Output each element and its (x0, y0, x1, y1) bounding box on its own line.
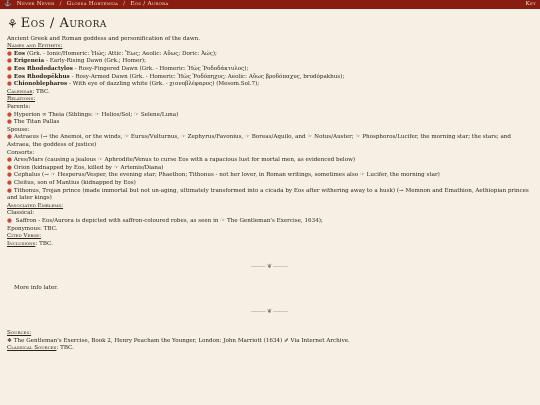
section-divider-ornament: ⸻❦⸻ (251, 308, 289, 316)
bullet-icon: ● (7, 134, 12, 141)
bullet-icon: ● (7, 66, 12, 73)
parents-list (7, 112, 533, 127)
section-divider-ornament: ⸻❦⸻ (251, 263, 289, 271)
spouse-list (7, 134, 533, 149)
names-item (7, 58, 533, 66)
epithet-name: Eos Rhodopēkhus (13, 73, 72, 80)
saffron-text: Saffron - Eos/Aurora is depicted with saffron-coloured robes, as seen in ☞ The Gentleman's Exercise, 1634); (15, 217, 323, 224)
consorts-item (7, 180, 533, 188)
bullet-icon: ● (7, 111, 12, 118)
glyph-icon: ⚘ (7, 16, 18, 31)
more-info-text: More info later. (14, 285, 58, 292)
parents-item (7, 112, 533, 120)
breadcrumb-item-never-never[interactable]: Never Never (16, 1, 55, 8)
list-item-text: - Early-Rising Dawn (Grk.; Homer); (46, 58, 146, 65)
breadcrumb-separator: / (123, 1, 126, 8)
bullet-icon: ● (7, 179, 12, 186)
eponymous-value: TBC. (43, 225, 58, 232)
spouse-item (7, 134, 533, 149)
breadcrumb (4, 0, 168, 9)
spouse-label: Spouse: (7, 126, 30, 133)
bullet-icon: ● (7, 58, 12, 65)
list-item-text: - Rosy-Armed Dawn (Grk. - Homeric: Ἠὼς Ῥοδόπηχυς; Aeolic: Αὔως βροδόπαχυς, brodópakhus); (71, 73, 345, 80)
consorts-list (7, 157, 533, 203)
calendar-label: Calendar (7, 88, 33, 95)
epithet-name: Chionoblepharos (13, 81, 70, 88)
bullet-icon: ● (7, 157, 12, 164)
top-nav-bar (0, 0, 540, 9)
source-item[interactable]: The Gentleman's Exercise, Book 2, Henry Peacham the Younger, London: John Marriott (1634) ⇗ Via Internet Archive. (13, 337, 350, 344)
cited-verse-label: Cited Verse: (7, 233, 41, 240)
list-item-text: Orion (kidnapped by Eos, killed by ☞ Artemis/Diana) (13, 164, 164, 171)
epithet-name: Eos Rhododactylos (13, 66, 75, 73)
eponymous-label: Eponymous (7, 225, 40, 232)
list-item-text: Astraeus (→ the Anemoi, or the winds, ☞ Eurus/Vulturnus, ☞ Zephyrus/Favonius, ☞ Boreas/Aquilo, and ☞ Notus/Auster; ☞ Phosphoros/Lucifer, the morning star; the stars; and Astraea, the goddess of justice) (7, 134, 511, 148)
bullet-icon: ● (7, 172, 12, 179)
list-item-text: Tithonus, Trojan prince (made immortal but not un-aging, ultimately transformed into a cicada by Eos after withering away to a husk) (→ Memnon and Emathion, Aethiopian princes and later kings) (7, 187, 529, 202)
list-item-text: Ares/Mars (causing a jealous ☞ Aphrodite/Venus to curse Eos with a rapacious lust for mortal men, as evidenced below) (13, 157, 356, 164)
consorts-item (7, 188, 533, 203)
bullet-icon: ● (7, 217, 12, 224)
breadcrumb-separator: / (59, 1, 62, 8)
emblems-label: Associated Emblems: (7, 202, 64, 209)
breadcrumb-item-current: Eos / Aurora (130, 1, 169, 8)
home-icon[interactable]: ⚓ (4, 0, 12, 8)
parents-label: Parents: (7, 104, 31, 111)
list-item-text: - Rosy-Fingered Dawn (Grk. - Homeric: Ἠὼς Ῥοδοδάκτυλος); (74, 66, 249, 73)
key-link[interactable]: Key (525, 0, 536, 7)
names-item (7, 66, 533, 74)
bullet-icon: ● (7, 81, 12, 88)
consorts-label: Consorts: (7, 149, 35, 156)
names-list (7, 51, 533, 89)
title-row (7, 15, 533, 33)
list-item-text: The Titan Pallas (13, 119, 60, 126)
bullet-icon: ● (7, 119, 12, 126)
bullet-icon: ● (7, 187, 12, 194)
epithet-name: Erigeneia (13, 58, 47, 65)
inclusions-label: Inclusions (7, 240, 36, 247)
names-item (7, 81, 533, 89)
diamond-icon: ❖ (7, 337, 13, 344)
epithet-name: Eos (13, 50, 27, 57)
list-item-text: Cleitus, son of Mantius (kidnapped by Eos) (13, 179, 136, 186)
bullet-icon: ● (7, 50, 12, 57)
breadcrumb-item-glossa[interactable]: Glossa Hortensia (66, 1, 119, 8)
page-content: ⚘ Eos / Aurora Ancient Greek and Roman goddess and personification of the dawn. Names and Epithets: ● Eos (Grk. - Ionic/Homeric: Ἠώς; Attic: Ἕως; Aeolic: Αὔως; Doric: Ἀώς); ● Erigeneia - Early-Rising Dawn (Grk.; Homer); ● Eos Rhododactylos - Rosy-Fingered Dawn (Grk. - Homeric: Ἠὼς Ῥοδοδάκτυλος); ● Eos Rhodopēkhus - Rosy-Armed Dawn (Grk. - Homeric: Ἠὼς Ῥοδόπηχυς; Aeolic: Αὔως βροδόπαχυς, brodópakhus); ● Chionoblepharos - With eye of dazzling white (Grk. - χιονοβλέφαρος) (Mesom.Sol.7); Calendar: TBC. Relations: Parents: ● Hyperion ∞ Theia (Siblings: ☞ Helios/Sol; ☞ Selene/Luna) ● The Titan Pallas Spouse: ● Astraeus (→ the Anemoi, or the winds, ☞ Eurus/Vulturnus, ☞ Zephyrus/Favonius, ☞ Boreas/Aquilo, and ☞ Notus/Auster; ☞ Phosphoros/Lucifer, the morning star; the stars; and Astraea, the goddess of justice) Consorts: ● Ares/Mars (causing a jealous ☞ Aphrodite/Venus to curse Eos with a rapacious lust for mortal men, as evidenced below) ● Orion (kidnapped by Eos, killed by ☞ Artemis/Diana) ● Cephalus (→ ☞ Hesperus/Vesper, the evening star; Phaethon; Tithonus - not her lover, in Roman writings, sometimes also ☞ Lucifer, the morning star) ● Cleitus, son of Mantius (kidnapped by Eos) ● Tithonus, Trojan prince (made immortal but not un-aging, ultimately transformed into a cicada by Eos after withering away to a husk) (→ Memnon and Emathion, Aethiopian princes and later kings) Associated Emblems: Classical: ● Saffron - Eos/Aurora is depicted with saffron-coloured robes, as seen in ☞ The Gentleman's Exercise, 1634); Eponymous: TBC. Cited Verse: Inclusions: TBC. ⸻❦⸻ More info later. ⸻❦⸻ Sources: ❖ The Gentleman's Exercise, Book 2, Henry Peacham the Younger, London: John Marriott (1634) ⇗ Via Internet Archive. Classical Sources: TBC. (0, 9, 540, 353)
list-item-text: - With eye of dazzling white (Grk. - χιονοβλέφαρος) (Mesom.Sol.7); (69, 81, 260, 88)
page-subtitle: Ancient Greek and Roman goddess and personification of the dawn. (7, 35, 200, 42)
list-item-text: Cephalus (→ ☞ Hesperus/Vesper, the evening star; Phaethon; Tithonus - not her lover, in Roman writings, sometimes also ☞ Lucifer, the morning star) (13, 172, 440, 179)
bullet-icon: ● (7, 164, 12, 171)
sources-label: Sources: (7, 330, 32, 337)
names-heading: Names and Epithets: (7, 43, 63, 50)
calendar-value: TBC. (36, 88, 50, 95)
inclusions-value: TBC. (39, 240, 53, 247)
bullet-icon: ● (7, 73, 12, 80)
parents-item (7, 119, 533, 127)
classical-label: Classical: (7, 210, 35, 217)
consorts-item (7, 172, 533, 180)
list-item-text: (Grk. - Ionic/Homeric: Ἠώς; Attic: Ἕως; Aeolic: Αὔως; Doric: Ἀώς); (26, 50, 217, 57)
consorts-item (7, 157, 533, 165)
relations-label: Relations: (7, 96, 36, 103)
sources-section: Sources: ❖ The Gentleman's Exercise, Book 2, Henry Peacham the Younger, London: John Marriott (1634) ⇗ Via Internet Archive. Classical Sources: TBC. (7, 330, 533, 353)
classical-sources-value: TBC. (60, 345, 74, 352)
classical-sources-label: Classical Sources (7, 345, 57, 352)
page-title: Eos / Aurora (20, 16, 107, 31)
list-item-text: Hyperion ∞ Theia (Siblings: ☞ Helios/Sol; ☞ Selene/Luna) (13, 111, 179, 118)
